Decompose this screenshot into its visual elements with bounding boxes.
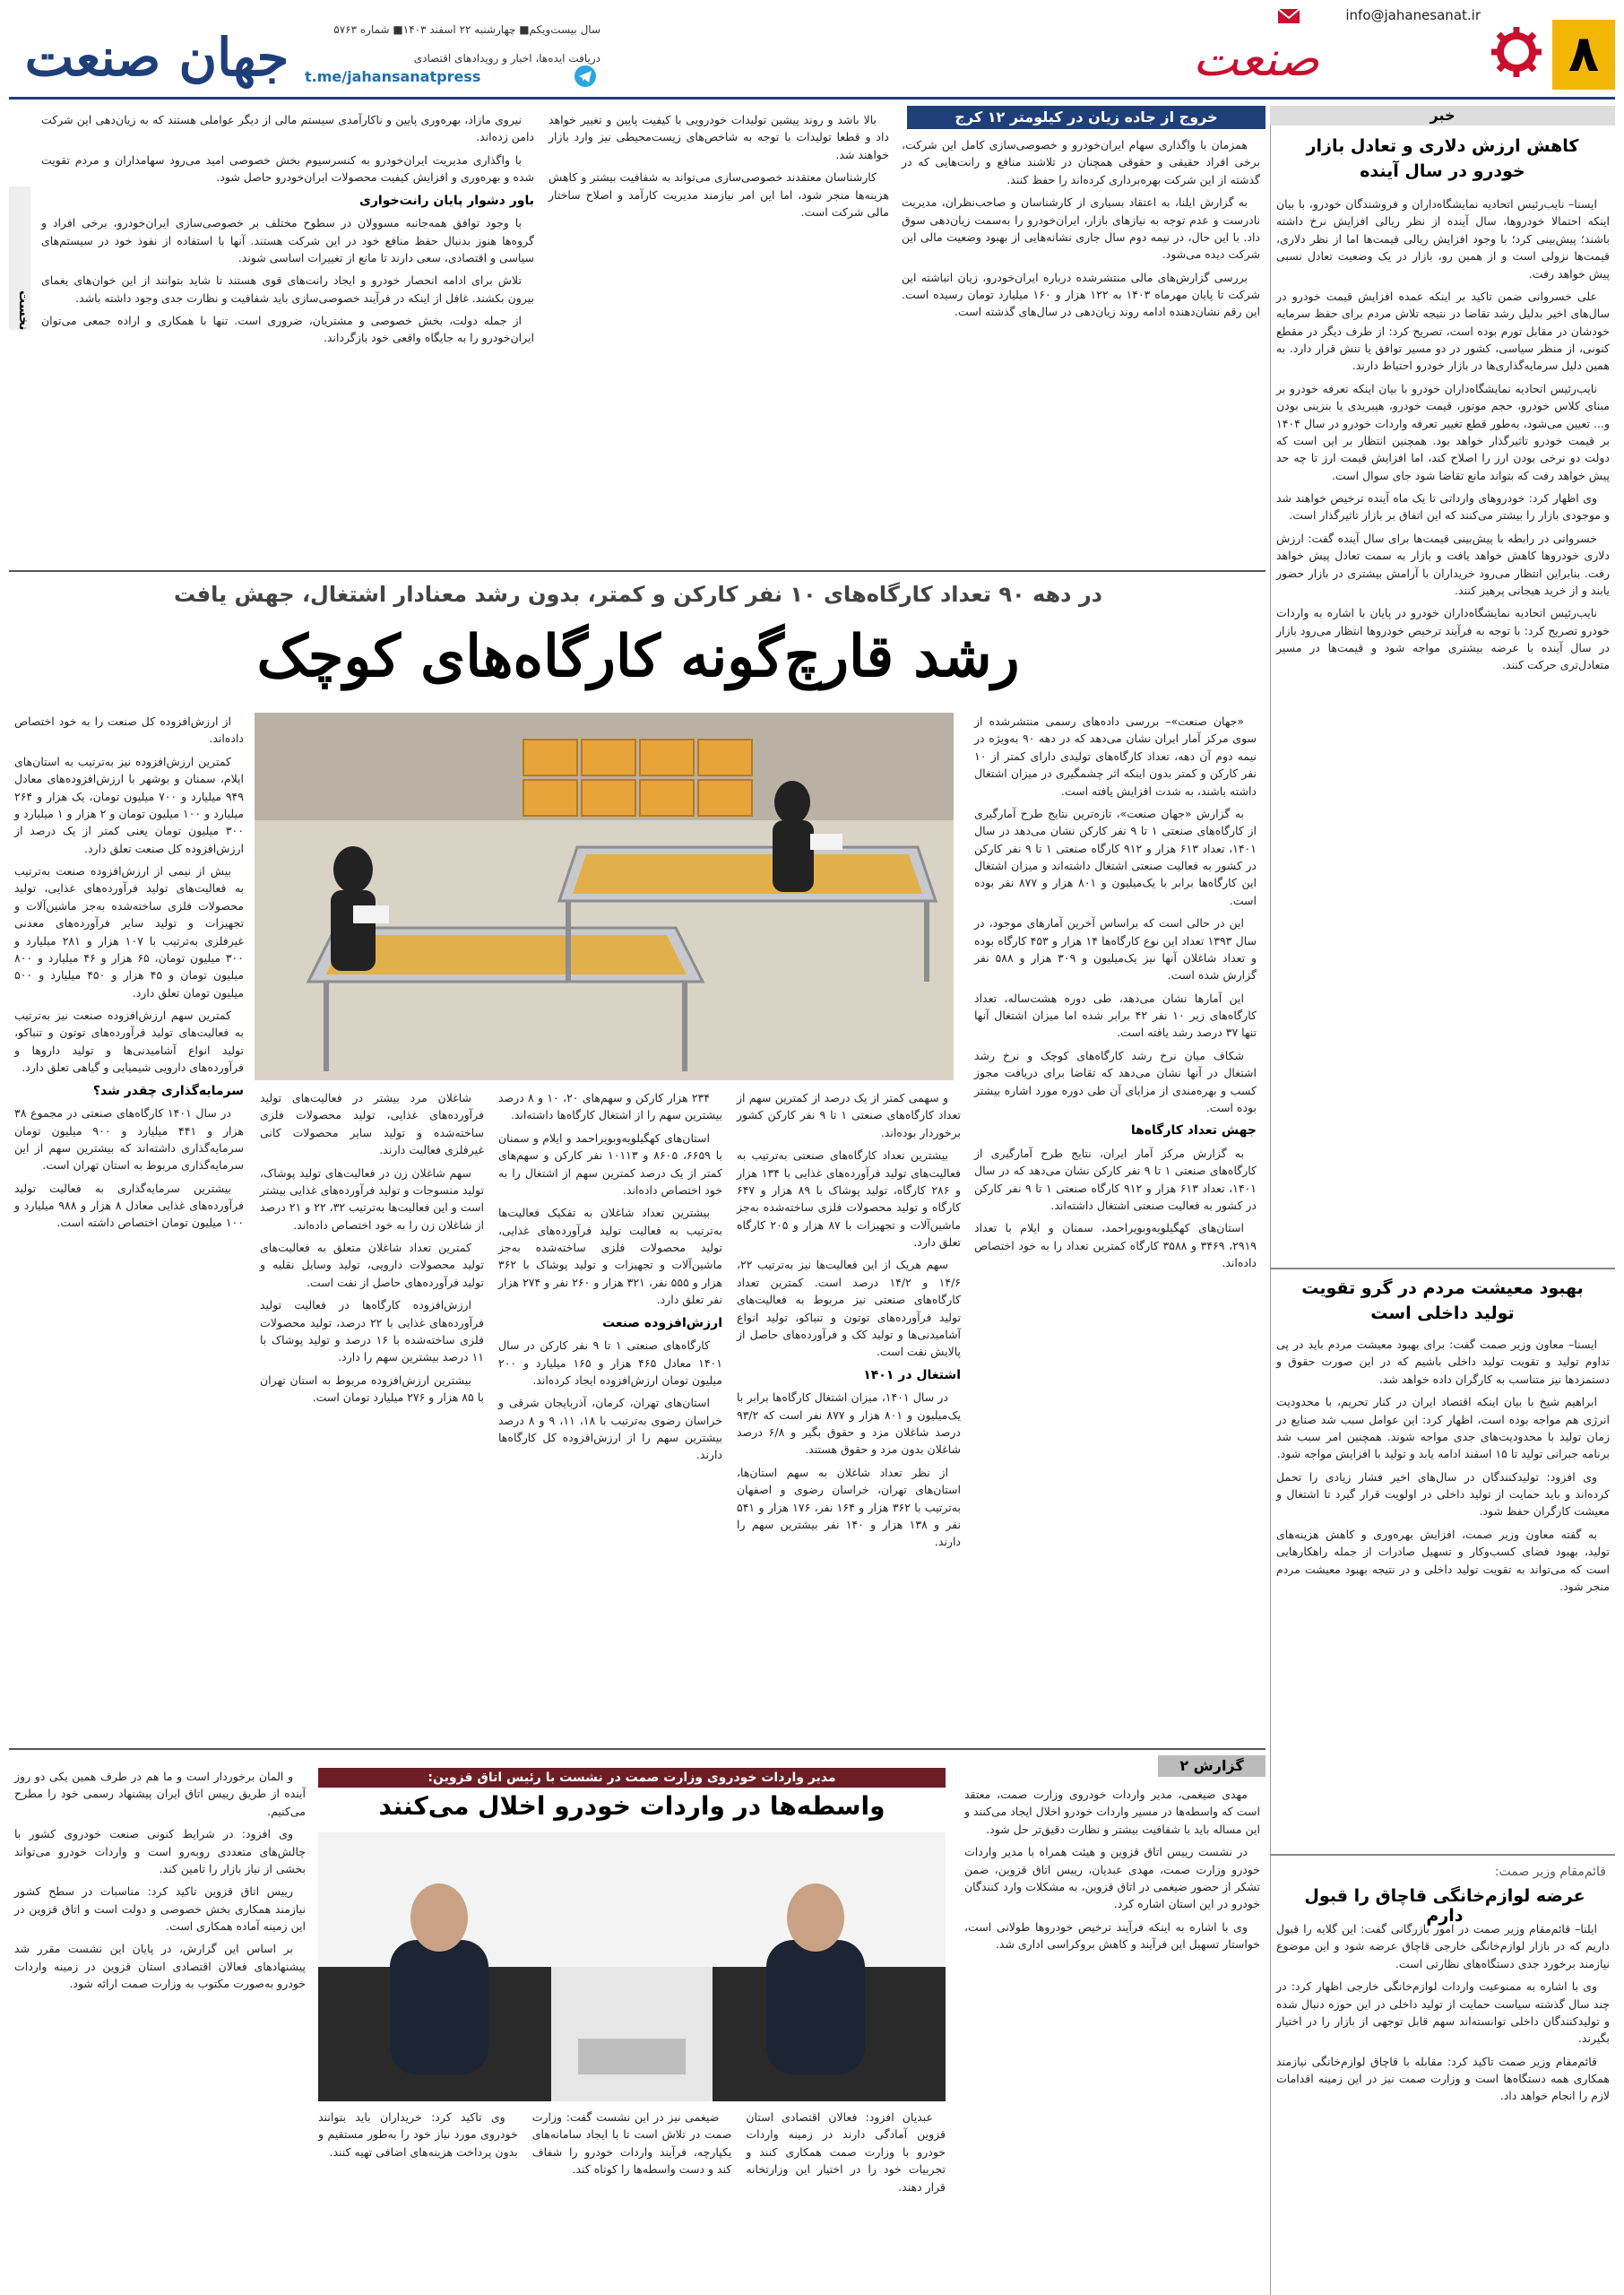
paragraph: «جهان صنعت»– بررسی داده‌های رسمی منتشرشده از سوی مرکز آمار ایران نشان می‌دهد که در دهه ۹۰ به‌ویژه در نیمه دوم آن دهه، تعداد کارگاه‌های تولیدی دارای کمتر از ۱۰ نفر کارکن و کمتر بدون اینکه اثر چشمگیری در میزان اشتغال داشته باشند، به شدت افزایش یافته است.: [974, 714, 1257, 798]
paragraph: نایب‌رئیس اتحادیه نمایشگاه‌داران خودرو با بیان اینکه تعرفه خودرو بر مبنای کلاس خودرو، حجم موتور، قیمت خودرو، هیبریدی یا بنزینی بودن و... تعیین می‌شود، به‌طور قطع تغییر تعرفه واردات خودرو در سال ۱۴۰۴ بر قیمت خودرو تاثیرگذار خواهد بود. همچنین انتظار بر این است که دولت دو نرخی بودن ارز را اصلاح کند، اما افزایش قیمت ارز تا چه حد پیش خواهد رفت که بتواند مانع تقاضا شود جای سوال است.: [1276, 381, 1610, 482]
main-col2: [737, 1089, 961, 1735]
paragraph: شاغلان مرد بیشتر در فعالیت‌های تولید فرآورده‌های غذایی، تولید محصولات فلزی ساخته‌شده و تولید سایر محصولات کانی غیرفلزی فعالیت دارند.: [260, 1091, 484, 1157]
paragraph: به گزارش مرکز آمار ایران، نتایج طرح آمارگیری از کارگاه‌های صنعتی ۱ تا ۹ نفر کارکن نشان می‌دهد که در سال ۱۴۰۱، تعداد ۶۱۳ هزار و ۹۱۲ کارگاه صنعتی ۱ تا ۹ نفر کارکن در کشور به فعالیت صنعتی اشتغال داشته‌اند.: [974, 1146, 1257, 1213]
gear-icon: [1490, 25, 1543, 79]
top-story-col1: [902, 136, 1260, 567]
subhead: جهش تعداد کارگاه‌ها: [1130, 1123, 1257, 1139]
paragraph: از ارزش‌افزوده کل صنعت را به خود اختصاص داده‌اند.: [14, 714, 244, 746]
page-header: [0, 0, 1624, 100]
paragraph: رییس اتاق قزوین تاکید کرد: مناسبات در سطح کشور نیازمند همکاری بخش خصوصی و دولت است و اتاق قزوین در این زمینه آماده همکاری است.: [14, 1884, 306, 1933]
telegram-icon: [574, 65, 597, 88]
paragraph: سهم هریک از این فعالیت‌ها نیز به‌ترتیب ۲۲، ۱۴/۶ و ۱۴/۲ درصد است. کمترین تعداد کارگاه‌های صنعتی نیز مربوط به فعالیت‌های تولید فرآورده‌های توتون و تنباکو، تولید انواع آشامیدنی‌ها و تولید کک و فرآورده‌های حاصل از پالایش نفت است.: [737, 1258, 961, 1359]
paragraph: کمترین تعداد شاغلان متعلق به فعالیت‌های تولید محصولات دارویی، تولید وسایل نقلیه و تولید فرآورده‌های حاصل از نفت است.: [260, 1241, 484, 1289]
paragraph: وی افزود: در شرایط کنونی صنعت خودروی کشور با چالش‌های متعددی روبه‌رو است و واردات خودرو می‌تواند بخشی از نیاز بازار را تامین کند.: [14, 1827, 306, 1875]
main-col5: [14, 713, 244, 1735]
subhead: سرمایه‌گذاری چقدر شد؟: [92, 1083, 244, 1098]
paragraph: با واگذاری مدیریت ایران‌خودرو به کنسرسیوم بخش خصوصی امید می‌رود سهامداران و مردم تقویت شده و بهره‌وری و افزایش کیفیت محصولات ایران‌خودرو حاصل شود.: [41, 152, 534, 185]
email-address: info@jahanesanat.ir: [1345, 7, 1481, 23]
paragraph: از نظر تعداد شاغلان به سهم استان‌ها، استان‌های تهران، خراسان رضوی و اصفهان به‌ترتیب با ۳۶۲ هزار و ۱۶۴ نفر، ۱۷۶ هزار و ۵۴۱ نفر و ۱۳۸ هزار و ۱۴۰ نفر بیشترین سهم را دارند.: [737, 1465, 961, 1549]
paragraph: استان‌های کهگیلویه‌وبویراحمد، سمنان و ایلام با تعداد ۲۹۱۹، ۳۴۶۹ و ۳۵۸۸ کارگاه کمترین تعداد را به خود اختصاص داده‌اند.: [974, 1221, 1257, 1270]
paragraph: کارگاه‌های صنعتی ۱ تا ۹ نفر کارکن در سال ۱۴۰۱ معادل ۴۶۵ هزار و ۱۶۵ میلیارد و ۲۰۰ میلیون تومان ارزش‌افزوده ایجاد کرده‌اند.: [498, 1338, 722, 1387]
paragraph: علی خسروانی ضمن تاکید بر اینکه عمده افزایش قیمت خودرو در سال‌های اخیر بدلیل رشد تقاضا در نتیجه تلاش مردم برای حفظ سرمایه خودشان در مقابل تورم بوده است، تصریح کرد: از طرف دیگر در مقطع کنونی، از منظر سیاسی، کشور در دو مسیر توافق یا تنش قرار دارد. به همین دلیل سرمایه‌گذاری‌ها در بازار خودرو احتیاط دارند.: [1276, 289, 1610, 373]
paragraph: عبدیان افزود: فعالان اقتصادی استان قزوین آمادگی دارند در زمینه واردات خودرو با وزارت صمت همکاری کنند و تجربیات خود را در اختیار این وزارتخانه قرار دهند.: [746, 2110, 946, 2194]
newspaper-logo: جهان صنعت: [18, 22, 296, 93]
main-col4: [260, 1089, 484, 1735]
paragraph: به گزارش ایلنا، به اعتقاد بسیاری از کارشناسان و صاحب‌نظران، مدیریت نادرست و عدم توجه به نیازهای بازار، ایران‌خودرو را به‌سمت زیان‌دهی سوق داد. با این حال، در نیمه دوم سال جاری نشانه‌هایی از بهبود وضعیت مالی این شرکت دیده می‌شود.: [902, 195, 1260, 262]
main-story: [9, 578, 1266, 1744]
right-news-column: [1270, 106, 1615, 2295]
story3-body: [1276, 1920, 1610, 2290]
main-col3: [498, 1089, 722, 1735]
paragraph: این در حالی است که براساس آخرین آمارهای موجود، در سال ۱۳۹۳ تعداد این نوع کارگاه‌ها ۱۴ هزار و ۴۵۳ کارگاه بوده و تعداد شاغلان آنها نیز یک‌میلیون و ۳۰۹ هزار و ۵۸۸ نفر گزارش شده است.: [974, 916, 1257, 983]
paragraph: ضیغمی نیز در این نشست گفت: وزارت صمت در تلاش است تا با ایجاد سامانه‌های یکپارچه، فرآیند واردات خودرو را شفاف کند و دست واسطه‌ها را کوتاه کند.: [531, 2110, 732, 2177]
story2-body: [1276, 1336, 1610, 1847]
paragraph: خسروانی در رابطه با پیش‌بینی قیمت‌ها برای سال آینده گفت: ارزش دلاری خودروها کاهش خواهد یافت و بازار به سمت تعادل پیش خواهد رفت. بنابراین انتظار می‌رود خریداران با آرامش بیشتری در بازار حضور یابند و از خرید هیجانی پرهیز کنند.: [1276, 531, 1610, 597]
subhead: اشتغال در ۱۴۰۱: [863, 1367, 961, 1382]
subhead: ارزش‌افزوده صنعت: [602, 1315, 722, 1330]
paragraph: وی تاکید کرد: خریداران باید بتوانند خودروی مورد نیاز خود را به‌طور مستقیم و بدون پرداخت هزینه‌های اضافی تهیه کنند.: [318, 2110, 518, 2159]
story1-headline: کاهش ارزش دلاری و تعادل بازار خودرو در سال آینده: [1306, 136, 1579, 181]
divider: [1270, 1854, 1615, 1856]
section-title: صنعت: [1192, 30, 1319, 87]
top-story-col2: [549, 111, 889, 567]
paragraph: به گزارش «جهان صنعت»، تازه‌ترین نتایج طرح آمارگیری از کارگاه‌های صنعتی ۱ تا ۹ نفر کارکن نشان می‌دهد در سال ۱۴۰۱، تعداد ۶۱۳ هزار و ۹۱۲ کارگاه صنعتی ۱ تا ۹ نفر کارکن در کشور به فعالیت صنعتی اشتغال داشته‌اند و میزان اشتغال این کارگاه‌ها برابر با یک‌میلیون و ۸۰۱ هزار و ۸۷۷ نفر بوده است.: [974, 806, 1257, 907]
paragraph: تلاش برای ادامه انحصار خودرو و ایجاد رانت‌های قوی هستند تا شاید بتوانند از این خوان‌های یغمای بیرون بکشند. غافل از اینکه در فرآیند خصوصی‌سازی باید شفافیت و نظارت جدی وجود داشته باشد.: [41, 273, 534, 305]
paragraph: ابراهیم شیخ با بیان اینکه اقتصاد ایران در کنار تحریم، با محدودیت انرژی هم مواجه بوده است، اظهار کرد: این عوامل سبب شد صنایع در زمان تولید با محدودیت‌های جدی مواجه شوند. همچنین امر سبب شد برنامه جبرانی تولید تا ۱۵ اسفند ادامه یابد و تولید با افزایش مواجه شود.: [1276, 1395, 1610, 1461]
paragraph: ۲۳۴ هزار کارکن و سهم‌های ۲۰، ۱۰ و ۸ درصد بیشترین سهم را از اشتغال کارگاه‌ها داشته‌اند.: [498, 1091, 722, 1122]
paragraph: بررسی گزارش‌های مالی منتشرشده درباره ایران‌خودرو، زیان انباشته این شرکت تا پایان مهرماه ۱۴۰۳ به ۱۲۲ هزار و ۱۶۰ میلیارد تومان رسیده است. این رقم نشان‌دهنده ادامه روند زیان‌دهی در سال‌های گذشته است.: [902, 270, 1260, 319]
paragraph: وی افزود: تولیدکنندگان در سال‌های اخیر فشار زیادی را تحمل کرده‌اند و باید حمایت از تولید داخلی در اولویت قرار گیرد تا اشتغال و معیشت کارگران حفظ شود.: [1276, 1469, 1610, 1519]
paragraph: وی با اشاره به ممنوعیت واردات لوازم‌خانگی خارجی اظهار کرد: در چند سال گذشته سیاست حمایت از تولید داخلی در این حوزه دنبال شده و تولیدکنندگان داخلی توانسته‌اند سهم قابل توجهی از بازار را در اختیار بگیرند.: [1276, 1979, 1610, 2046]
paragraph: بیشترین سرمایه‌گذاری به فعالیت تولید فرآورده‌های غذایی معادل ۸ هزار و ۹۸۸ میلیارد و ۱۰۰ میلیون تومان اختصاص داشته است.: [14, 1181, 244, 1230]
paragraph: در سال ۱۴۰۱ کارگاه‌های صنعتی در مجموع ۳۸ هزار و ۴۴۱ میلیارد و ۹۰۰ میلیون تومان سرمایه‌گذاری داشته‌اند که بیشترین سهم از این سرمایه‌گذاری مربوط به استان تهران است.: [14, 1106, 245, 1173]
paragraph: از جمله دولت، بخش خصوصی و مشتریان، ضروری است. تنها با همکاری و اراده جمعی می‌توان ایران‌خودرو را به جایگاه واقعی خود بازگرداند.: [41, 314, 534, 345]
paragraph: در نشست رییس اتاق قزوین و هیئت همراه با مدیر واردات خودرو وزارت صمت، مهدی عبدیان، رییس اتاق قزوین، ضمن تشکر از حضور ضیغمی در اتاق قزوین، به مشکلات وارد کنندگان خودرو در این استان اشاره کرد.: [964, 1845, 1260, 1911]
story3-kicker: قائم‌مقام وزیر صمت:: [1494, 1865, 1606, 1879]
paragraph: ایسنا– معاون وزیر صمت گفت: برای بهبود معیشت مردم باید در پی تداوم تولید و تقویت تولید داخلی باشیم که در این صورت حقوق و دستمزدها نیز متناسب به کارگران داده خواهد شد.: [1276, 1338, 1610, 1386]
header-divider: [9, 97, 1615, 100]
main-headline: رشد قارچ‌گونه کارگاه‌های کوچک: [256, 623, 1020, 690]
paragraph: مهدی ضیغمی، مدیر واردات خودروی وزارت صمت، معتقد است که واسطه‌ها در مسیر واردات خودرو اخلال ایجاد می‌کنند و این مساله باید با شفافیت بیشتر و نظارت دقیق‌تر حل شود.: [964, 1788, 1260, 1836]
top-story-col3: [41, 111, 534, 567]
paragraph: ایلنا– قائم‌مقام وزیر صمت در امور بازرگانی گفت: این گلایه را قبول داریم که در بازار لوازم‌خانگی خارجی قاچاق عرضه شود و این موضوع نیازمند برخورد جدی دستگاه‌های نظارتی است.: [1276, 1922, 1610, 1970]
subhead: باور دشوار پایان رانت‌خواری: [359, 193, 534, 208]
paragraph: استان‌های کهگیلویه‌وبویراحمد و ایلام و سمنان با ۶۶۵۹، ۸۶۰۵ و ۱۰۱۱۳ نفر کارکن و سهم‌های کمتر از یک درصد کمترین سهم از اشتغال را به خود اختصاص داده‌اند.: [498, 1130, 722, 1197]
paragraph: وی با اشاره به اینکه فرآیند ترخیص خودروها طولانی است، خواستار تسهیل این فرآیند و کاهش بروکراسی اداری شد.: [964, 1919, 1260, 1951]
paragraph: بیش از نیمی از ارزش‌افزوده صنعت به‌ترتیب به فعالیت‌های تولید فرآورده‌های غذایی، تولید محصولات فلزی ساخته‌شده به‌جز ماشین‌آلات و تجهیزات و تولید سایر فرآورده‌های معدنی غیرفلزی به‌ترتیب با ۱۰۷ هزار و ۲۸۱ میلیارد و ۳۰۰ میلیون تومان، ۶۵ هزار و ۴۶ میلیارد و ۸۰۰ میلیون تومان و ۴۵ هزار و ۴۵۰ میلیارد و ۵۰۰ میلیون تومان تعلق دارد.: [14, 864, 244, 1000]
meeting-photo: [318, 1832, 946, 2101]
story3-headline: عرضه لوازم‌خانگی قاچاق را قبول دارم: [1304, 1886, 1585, 1926]
main-col1: [974, 713, 1257, 1735]
page-number: ۸: [1552, 20, 1615, 90]
paragraph: استان‌های تهران، کرمان، آذربایجان شرقی و خراسان رضوی به‌ترتیب با ۱۸، ۱۱، ۹ و ۸ درصد بیشترین سهم را از ارزش‌افزوده کل کارگاه‌ها دارند.: [498, 1396, 722, 1462]
report2: [9, 1748, 1266, 2295]
paragraph: ایسنا– نایب‌رئیس اتحادیه نمایشگاه‌داران و فروشندگان خودرو، با بیان اینکه احتمالا خودروها، سال آینده از نظر ریالی افزایش نرخ داشته باشند؛ پیش‌بینی کرد؛ با وجود افزایش ریالی قیمت‌ها اما از نظر دلاری، قیمت‌ها نزولی است و از همین رو، بازار در یک وضعیت تعادل نسبی پیش خواهد رفت.: [1276, 197, 1610, 281]
top-story-banner: خروج از جاده زیان در کیلومتر ۱۲ کرج: [907, 106, 1266, 129]
report2-col2: [318, 2109, 946, 2288]
paragraph: و سهمی کمتر از یک درصد از کمترین سهم از تعداد کارگاه‌های صنعتی ۱ تا ۹ نفر کارکن کشور برخوردار بوده‌اند.: [737, 1091, 961, 1139]
report2-col1: [964, 1786, 1260, 2288]
paragraph: با وجود توافق همه‌جانبه مسوولان در سطوح مختلف بر خصوصی‌سازی ایران‌خودرو، برخی افراد و گروه‌ها هنوز بدنبال حفظ منافع خود در این شرکت هستند. آنها با استفاده از نفوذ خود در سیستم‌های سیاسی و اقتصادی، سعی دارند تا مانع از تغییرات اساسی شوند.: [41, 216, 534, 264]
paragraph: به گفته معاون وزیر صمت، افزایش بهره‌وری و کاهش هزینه‌های تولید، بهبود فضای کسب‌وکار و تسهیل صادرات از جمله راهکارهایی است که می‌تواند به تقویت تولید داخلی و در نتیجه بهبود معیشت مردم منجر شود.: [1276, 1527, 1610, 1593]
paragraph: و المان برخوردار است و ما هم در طرف همین یکی دو روز آینده از طریق رییس اتاق ایران پیشنهاد رسمی خود را مطرح می‌کنیم.: [14, 1770, 306, 1818]
paragraph: شکاف میان نرخ رشد کارگاه‌های کوچک و نرخ رشد اشتغال در آنها نشان می‌دهد که تقاضا برای دریافت مجوز کسب و بهره‌مندی از مزایای آن طی دوره مورد اشاره بیشتر بوده است.: [974, 1048, 1257, 1114]
factory-photo: [255, 713, 954, 1080]
report2-label: گزارش ۲: [1158, 1755, 1266, 1777]
paragraph: قائم‌مقام وزیر صمت تاکید کرد: مقابله با قاچاق لوازم‌خانگی نیازمند همکاری همه دستگاه‌ها است و وزارت صمت نیز در این زمینه اقدامات لازم را انجام خواهد داد.: [1276, 2054, 1610, 2103]
paragraph: در سال ۱۴۰۱، میزان اشتغال کارگاه‌ها برابر با یک‌میلیون و ۸۰۱ هزار و ۸۷۷ نفر است که ۹۳/۲ درصد شاغلان مزد و حقوق بگیر و ۶/۸ درصد شاغلان بدون مزد و حقوق هستند.: [737, 1390, 961, 1457]
divider: [1270, 1268, 1615, 1269]
main-kicker: در دهه ۹۰ تعداد کارگاه‌های ۱۰ نفر کارکن و کمتر، بدون رشد معنادار اشتغال، جهش یافت: [174, 582, 1102, 607]
paragraph: ارزش‌افزوده کارگاه‌ها در فعالیت تولید فرآورده‌های غذایی با ۲۲ درصد، تولید محصولات فلزی ساخته‌شده با ۱۶ درصد و تولید پوشاک با ۱۱ درصد بیشترین سهم را دارد.: [260, 1298, 484, 1364]
paragraph: نایب‌رئیس اتحادیه نمایشگاه‌داران خودرو در پایان با اشاره به واردات خودرو تصریح کرد: با توجه به فرآیند ترخیص خودروها انتظار می‌رود بازار در سال آینده با عرضه بیشتری مواجه شود و قیمت‌ها در مسیر متعادل‌تری حرکت کنند.: [1276, 606, 1610, 672]
top-story: [9, 106, 1266, 572]
paragraph: بالا باشد و روند پیشین تولیدات خودرویی با کیفیت پایین و تغییر خواهد داد و قطعا تولیدات با توجه به شاخص‌های زیست‌محیطی نیز وارد بازار خواهند شد.: [549, 113, 889, 161]
paragraph: وی اظهار کرد: خودروهای وارداتی تا یک ماه آینده ترخیص خواهند شد و موجودی بازار را بیشتر می‌کنند که این اتفاق بر بازار تاثیرگذار است.: [1276, 491, 1610, 523]
report2-kicker: مدیر واردات خودروی وزارت صمت در نشست با رئیس اتاق قزوین:: [318, 1768, 946, 1788]
envelope-icon: [1276, 4, 1301, 29]
paragraph: بیشترین تعداد کارگاه‌های صنعتی به‌ترتیب به فعالیت‌های تولید فرآورده‌های غذایی با ۱۳۴ هزار و ۲۸۶ کارگاه، تولید پوشاک با ۸۹ هزار و ۶۴۷ کارگاه و تولید محصولات فلزی ساخته‌شده به‌جز ماشین‌آلات و تجهیزات با ۸۷ هزار و ۲۰۵ کارگاه تعلق دارد.: [737, 1148, 961, 1249]
report2-col3: [14, 1768, 306, 2288]
paragraph: کمترین ارزش‌افزوده نیز به‌ترتیب به استان‌های ایلام، سمنان و بوشهر با ارزش‌افزوده‌های معادل ۹۴۹ میلیارد و ۷۰۰ میلیون تومان، یک هزار و ۲۶۴ میلیارد و ۱۰۰ میلیون تومان و ۲ هزار و ۱ میلیارد و ۳۰۰ میلیون تومان یعنی کمتر از یک درصد از ارزش‌افزوده کل صنعت تعلق دارد.: [14, 754, 244, 855]
telegram-caption: دریافت ایده‌ها، اخبار و رویدادهای اقتصادی: [413, 52, 600, 65]
paragraph: بیشترین ارزش‌افزوده مربوط به استان تهران با ۸۵ هزار و ۲۷۶ میلیارد تومان است.: [260, 1373, 484, 1404]
paragraph: کمترین سهم ارزش‌افزوده صنعت نیز به‌ترتیب به فعالیت‌های تولید فرآورده‌های توتون و تنباکو، تولید انواع آشامیدنی‌ها و تولید داروها و فرآورده‌های دارویی شیمیایی و گیاهی تعلق دارد.: [14, 1009, 244, 1075]
report2-headline: واسطه‌ها در واردات خودرو اخلال می‌کنند: [378, 1791, 885, 1821]
news-label: خبر: [1270, 106, 1615, 126]
story2-headline: بهبود معیشت مردم در گرو تقویت تولید داخلی است: [1301, 1278, 1584, 1323]
story1-body: [1276, 195, 1610, 1262]
paragraph: سهم شاغلان زن در فعالیت‌های تولید پوشاک، تولید منسوجات و تولید فرآورده‌های غذایی بیشتر است و این فعالیت‌ها به‌ترتیب ۳۲، ۲۲ و ۲۱ درصد از شاغلان زن را به خود اختصاص داده‌اند.: [260, 1165, 484, 1232]
telegram-link[interactable]: t.me/jahansanatpress: [305, 68, 481, 85]
paragraph: نیروی مازاد، بهره‌وری پایین و ناکارآمدی سیستم مالی از دیگر عواملی هستند که به زیان‌دهی این شرکت دامن زده‌اند.: [41, 113, 534, 144]
paragraph: کارشناسان معتقدند خصوصی‌سازی می‌تواند به شفافیت بیشتر و کاهش هزینه‌ها منجر شود، اما این امر نیازمند مدیریت کارآمد و اصلاح ساختار مالی شرکت است.: [549, 170, 889, 219]
paragraph: بیشترین تعداد شاغلان به تفکیک فعالیت‌ها به‌ترتیب به فعالیت تولید فرآورده‌های غذایی، تولید محصولات فلزی ساخته‌شده به‌جز ماشین‌آلات و تجهیزات و تولید پوشاک با ۳۶۲ هزار و ۵۵۵ نفر، ۳۲۱ هزار و ۲۶۰ نفر و ۲۷۴ هزار نفر تعلق دارد.: [498, 1206, 723, 1307]
paragraph: بر اساس این گزارش، در پایان این نشست مقرر شد پیشنهادهای فعالان اقتصادی استان قزوین در زمینه واردات خودرو به‌صورت مکتوب به وزارت صمت ارائه شود.: [14, 1942, 306, 1991]
paragraph: همزمان با واگذاری سهام ایران‌خودرو و خصوصی‌سازی کامل این شرکت، برخی افراد حقیقی و حقوقی همچنان در تلاشند منافع و رانت‌هایی که در گذشته از این شرکت بهره‌برداری کرده‌اند را حفظ کنند.: [902, 138, 1260, 186]
paragraph: این آمارها نشان می‌دهد، طی دوره هشت‌ساله، تعداد کارگاه‌های زیر ۱۰ نفر ۴۲ برابر شده اما میزان اشتغال آنها تنها ۳۷ درصد رشد یافته است.: [974, 991, 1257, 1040]
side-label: نخست: [9, 186, 30, 330]
edition-info: سال بیست‌ویکم■ چهارشنبه ۲۲ اسفند ۱۴۰۳■ شماره ۵۷۶۳: [333, 23, 600, 36]
